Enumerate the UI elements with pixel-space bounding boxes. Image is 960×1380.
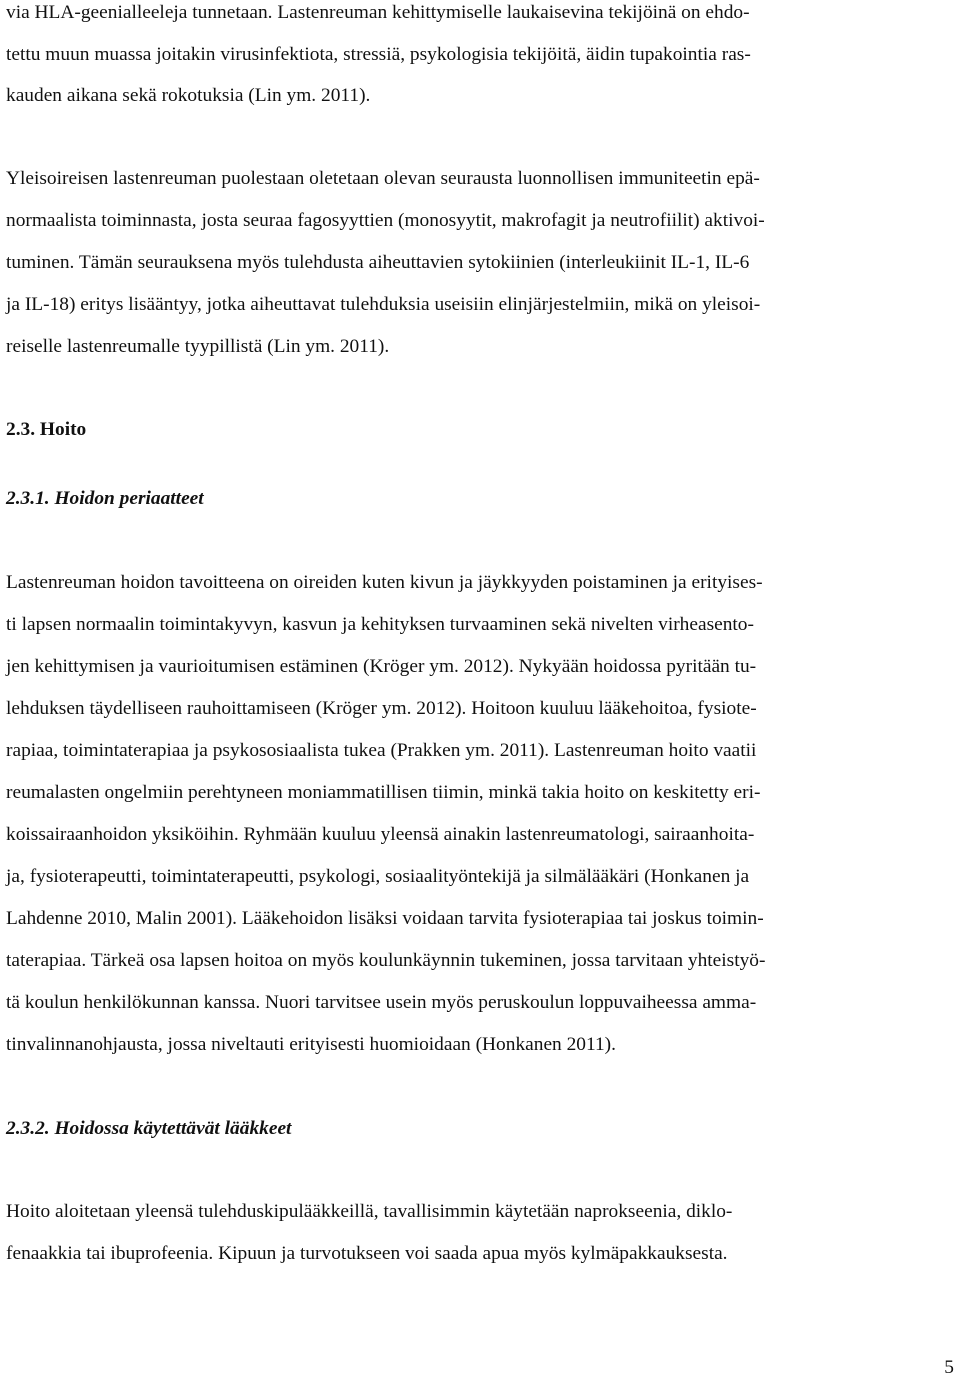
text-line: jen kehittymisen ja vaurioitumisen estäminen (Kröger ym. 2012). Nykyään hoidossa pyritään tu- xyxy=(6,656,757,677)
subsection-heading-2-3-1: 2.3.1. Hoidon periaatteet xyxy=(6,488,204,509)
text-line: tettu muun muassa joitakin virusinfektiota, stressiä, psykologisia tekijöitä, äidin tupakointia ras- xyxy=(6,44,751,65)
text-line: tuminen. Tämän seurauksena myös tulehdusta aiheuttavien sytokiinien (interleukiinit IL-1, IL-6 xyxy=(6,252,750,273)
text-line: tä koulun henkilökunnan kanssa. Nuori tarvitsee usein myös peruskoulun loppuvaiheessa amma- xyxy=(6,992,757,1013)
section-heading-2-3: 2.3. Hoito xyxy=(6,419,87,440)
text-line: normaalista toiminnasta, josta seuraa fagosyyttien (monosyytit, makrofagit ja neutrofiilit) aktivoi- xyxy=(6,210,765,231)
subsection-heading-2-3-2: 2.3.2. Hoidossa käytettävät lääkkeet xyxy=(6,1118,292,1139)
text-line: Lastenreuman hoidon tavoitteena on oireiden kuten kivun ja jäykkyyden poistaminen ja erityises- xyxy=(6,572,763,593)
text-line: ja IL-18) eritys lisääntyy, jotka aiheuttavat tulehduksia useisiin elinjärjestelmiin, mikä on yleisoi- xyxy=(6,294,761,315)
text-line: ti lapsen normaalin toimintakyvyn, kasvun ja kehityksen turvaaminen sekä nivelten virheasento- xyxy=(6,614,754,635)
text-line: ja, fysioterapeutti, toimintaterapeutti, psykologi, sosiaalityöntekijä ja silmälääkäri (Honkanen ja xyxy=(6,866,750,887)
text-line: fenaakkia tai ibuprofeenia. Kipuun ja turvotukseen voi saada apua myös kylmäpakkauksesta. xyxy=(6,1243,728,1264)
page-number: 5 xyxy=(944,1357,954,1378)
text-line: Yleisoireisen lastenreuman puolestaan oletetaan olevan seurausta luonnollisen immuniteetin epä- xyxy=(6,168,760,189)
text-line: rapiaa, toimintaterapiaa ja psykososiaalista tukea (Prakken ym. 2011). Lastenreuman hoito vaatii xyxy=(6,740,757,761)
text-line: Hoito aloitetaan yleensä tulehduskipulääkkeillä, tavallisimmin käytetään naprokseenia, diklo- xyxy=(6,1201,733,1222)
text-line: reumalasten ongelmiin perehtyneen moniammatillisen tiimin, minkä takia hoito on keskitetty eri- xyxy=(6,782,761,803)
document-page xyxy=(6,0,956,1380)
text-line: via HLA-geenialleeleja tunnetaan. Lastenreuman kehittymiselle laukaisevina tekijöinä on ehdo- xyxy=(6,2,750,23)
text-line: kauden aikana sekä rokotuksia (Lin ym. 2011). xyxy=(6,85,371,106)
text-line: Lahdenne 2010, Malin 2001). Lääkehoidon lisäksi voidaan tarvita fysioterapiaa tai joskus toimin- xyxy=(6,908,764,929)
text-line: taterapiaa. Tärkeä osa lapsen hoitoa on myös koulunkäynnin tukeminen, jossa tarvitaan yhteistyö- xyxy=(6,950,766,971)
text-line: tinvalinnanohjausta, jossa niveltauti erityisesti huomioidaan (Honkanen 2011). xyxy=(6,1034,616,1055)
text-line: reiselle lastenreumalle tyypillistä (Lin ym. 2011). xyxy=(6,336,390,357)
text-line: lehduksen täydelliseen rauhoittamiseen (Kröger ym. 2012). Hoitoon kuuluu lääkehoitoa, fysiote- xyxy=(6,698,757,719)
text-line: koissairaanhoidon yksiköihin. Ryhmään kuuluu yleensä ainakin lastenreumatologi, sairaanhoita- xyxy=(6,824,755,845)
